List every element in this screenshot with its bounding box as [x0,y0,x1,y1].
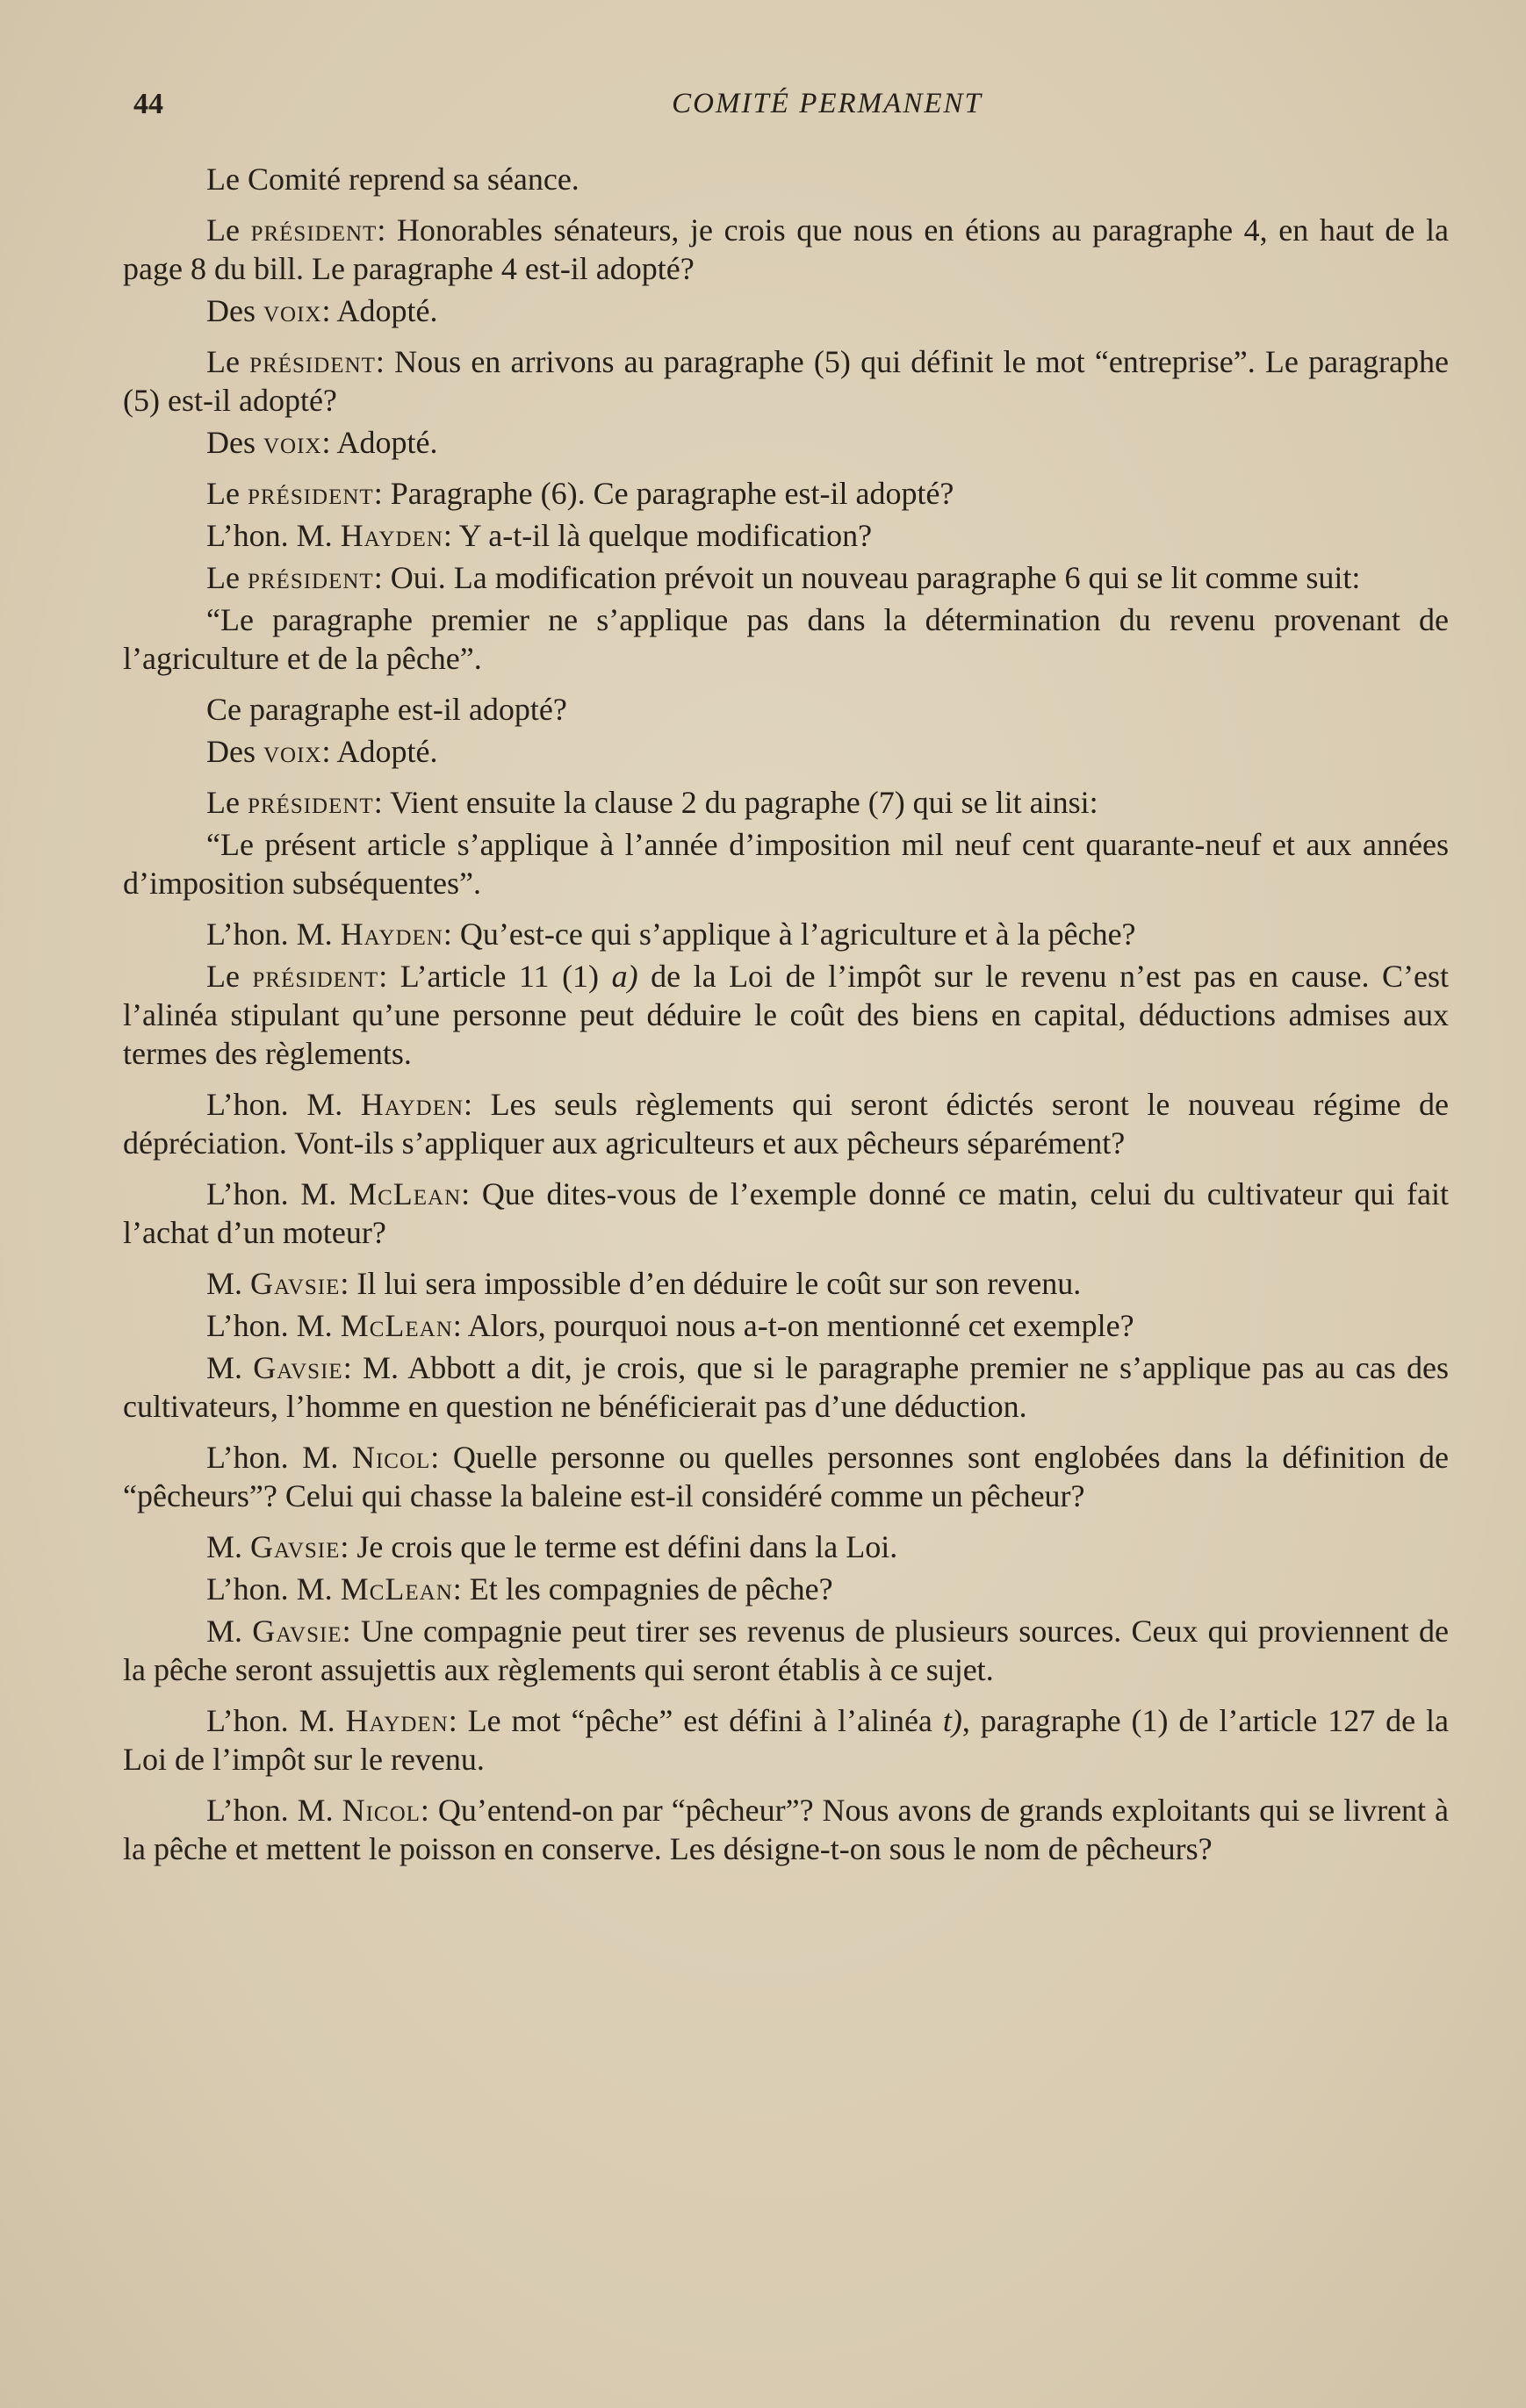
speaker-name: McLean [340,1308,453,1343]
text-run: Alors, pourquoi nous a-t-on mentionné cet exemple? [467,1308,1134,1343]
text-run: M. Abbott a dit, je crois, que si le paragraphe premier ne s’applique pas au cas des cultivateurs, l’homme en question ne bénéficierait pas d’une déduction. [123,1350,1449,1424]
text-run: Adopté. [336,293,438,328]
text-run: : [321,425,337,460]
text-run: Le [206,959,253,994]
text-run: Des [206,425,263,460]
paragraph [123,1348,1449,1426]
text-run: M. [206,1350,254,1385]
text-run: L’hon. M. [206,1176,349,1211]
paragraph [123,1306,1449,1345]
text-run: Le [206,785,248,820]
paragraph [123,342,1449,420]
text-run: Adopté. [336,734,438,769]
text-run: : [420,1793,438,1828]
text-run: : [443,518,459,553]
text-run: Des [206,734,263,769]
text-run: Honorables sénateurs, je crois que nous en étions au paragraphe 4, en haut de la page 8 du bill. Le paragraphe 4 est-il adopté? [123,212,1449,286]
speaker-name: Nicol [351,1440,431,1475]
text-run: L’hon. M. [206,518,341,553]
speaker-name: Hayden [345,1703,449,1738]
text-run: Une compagnie peut tirer ses revenus de plusieurs sources. Ceux qui proviennent de la pêche seront assujettis aux règlements qui seront établis à ce sujet. [123,1614,1449,1687]
paragraph [123,957,1449,1073]
text-run: Le [206,212,251,248]
paragraph [123,423,1449,462]
text-run: Quelle personne ou quelles personnes sont englobées dans la définition de “pêcheurs”? Celui qui chasse la baleine est-il considéré comme un pêcheur? [123,1440,1449,1513]
text-run: Des [206,293,263,328]
text-run: L’hon. M. [206,1308,341,1343]
text-run: M. [206,1266,251,1301]
text-run: L’hon. M. [206,1793,342,1828]
speaker-name: voix [263,293,322,328]
paragraph [123,516,1449,555]
text-run: : [340,1529,357,1564]
text-run: Oui. La modification prévoit un nouveau paragraphe 6 qui se lit comme suit: [390,560,1361,595]
paragraph [123,474,1449,513]
page-number: 44 [133,88,163,120]
speaker-name: président [252,959,379,994]
text-run: Je crois que le terme est défini dans la Loi. [356,1529,898,1564]
paragraph [123,1264,1449,1303]
speaker-name: Gavsie [250,1529,341,1564]
text-run: L’hon. M. [206,1571,341,1607]
text-run: Qu’entend-on par “pêcheur”? Nous avons de grands exploitants qui se livrent à la pêche et mettent le poisson en conserve. Les désigne-t-on sous le nom de pêcheurs? [123,1793,1449,1866]
speaker-name: Hayden [340,916,443,952]
text-run: Y a-t-il là quelque modification? [458,518,873,553]
paragraph [123,211,1449,288]
speaker-name: Gavsie [253,1350,343,1385]
text-run: : [373,476,391,511]
speaker-name: voix [263,425,322,460]
text-run: : [377,212,397,248]
speaker-name: président [249,344,376,379]
speaker-name: Nicol [342,1793,421,1828]
text-run: L’article 11 (1) [399,959,612,994]
running-title: COMITÉ PERMANENT [672,88,983,119]
paragraph [123,1791,1449,1868]
speaker-name: McLean [349,1176,462,1211]
paragraph [123,558,1449,597]
text-run: : [452,1571,470,1607]
text-run: Le Comité reprend sa séance. [206,162,579,197]
speaker-name: Gavsie [250,1266,341,1301]
text-run: de la Loi de l’impôt sur le revenu n’est pas en cause. C’est l’alinéa stipulant qu’une personne peut déduire le coût des biens en capital, déductions admises aux termes des règlements. [123,959,1450,1071]
document-body [123,160,1449,1880]
text-run: L’hon. M. [206,1440,352,1475]
text-run: : [448,1703,468,1738]
text-run: Les seuls règlements qui seront édictés seront le nouveau régime de dépréciation. Vont-ils s’appliquer aux agriculteurs et aux pêcheurs séparément? [123,1087,1449,1161]
text-run: Nous en arrivons au paragraphe (5) qui définit le mot “entreprise”. Le paragraphe (5) est-il adopté? [123,344,1449,418]
paragraph [123,1570,1449,1608]
text-run: a) [611,959,638,994]
speaker-name: voix [263,734,322,769]
text-run: L’hon. M. [206,1703,346,1738]
text-run: : [373,785,391,820]
text-run: Il lui sera impossible d’en déduire le coût sur son revenu. [356,1266,1082,1301]
text-run: Vient ensuite la clause 2 du pagraphe (7) qui se lit ainsi: [390,785,1098,820]
paragraph [123,1527,1449,1566]
text-run: : [430,1440,453,1475]
text-run: : [321,293,337,328]
speaker-name: président [247,560,374,595]
paragraph [123,1701,1449,1779]
text-run: , paragraphe (1) de l’article 127 de la Loi de l’impôt sur le revenu. [123,1703,1449,1777]
text-run: Le [206,476,248,511]
paragraph [123,1175,1449,1252]
paragraph [123,915,1449,953]
text-run: : [461,1176,482,1211]
text-run: : [378,959,400,994]
speaker-name: président [247,476,374,511]
paragraph [123,291,1449,330]
text-run: : [464,1087,491,1122]
text-run: Le [206,344,250,379]
text-run: M. [206,1614,253,1649]
quoted-text: “Le paragraphe premier ne s’applique pas dans la détermination du revenu provenant de l’agriculture et de la pêche”. [123,602,1449,676]
page-header [133,88,1450,132]
text-run: : [373,560,391,595]
paragraph: Ce paragraphe est-il adopté? [206,692,567,727]
quoted-text: “Le présent article s’applique à l’année d’imposition mil neuf cent quarante-neuf et aux années d’imposition subséquentes”. [123,827,1449,901]
text-run: Que dites-vous de l’exemple donné ce matin, celui du cultivateur qui fait l’achat d’un moteur? [123,1176,1449,1250]
speaker-name: président [250,212,378,248]
speaker-name: McLean [340,1571,453,1607]
text-run: Paragraphe (6). Ce paragraphe est-il adopté? [390,476,954,511]
speaker-name: président [247,785,374,820]
text-run: Le mot “pêche” est défini à l’alinéa [467,1703,943,1738]
text-run: : [342,1350,363,1385]
text-run: L’hon. M. [206,1087,361,1122]
paragraph [123,783,1449,822]
text-run: Qu’est-ce qui s’applique à l’agriculture et à la pêche? [459,916,1136,952]
paragraph [123,732,1449,771]
text-run: : [443,916,460,952]
text-run: : [375,344,395,379]
text-run: Adopté. [336,425,438,460]
text-run: M. [206,1529,251,1564]
speaker-name: Gavsie [252,1614,342,1649]
text-run: L’hon. M. [206,916,341,952]
text-run: : [452,1308,468,1343]
text-run: : [342,1614,361,1649]
text-run: Et les compagnies de pêche? [469,1571,833,1607]
text-run: t) [942,1703,962,1738]
text-run: : [321,734,337,769]
paragraph [123,1612,1449,1689]
paragraph [123,1085,1449,1162]
text-run: Le [206,560,248,595]
paragraph [123,160,1449,198]
speaker-name: Hayden [360,1087,464,1122]
text-run: : [340,1266,357,1301]
speaker-name: Hayden [340,518,443,553]
paragraph [123,1438,1449,1515]
